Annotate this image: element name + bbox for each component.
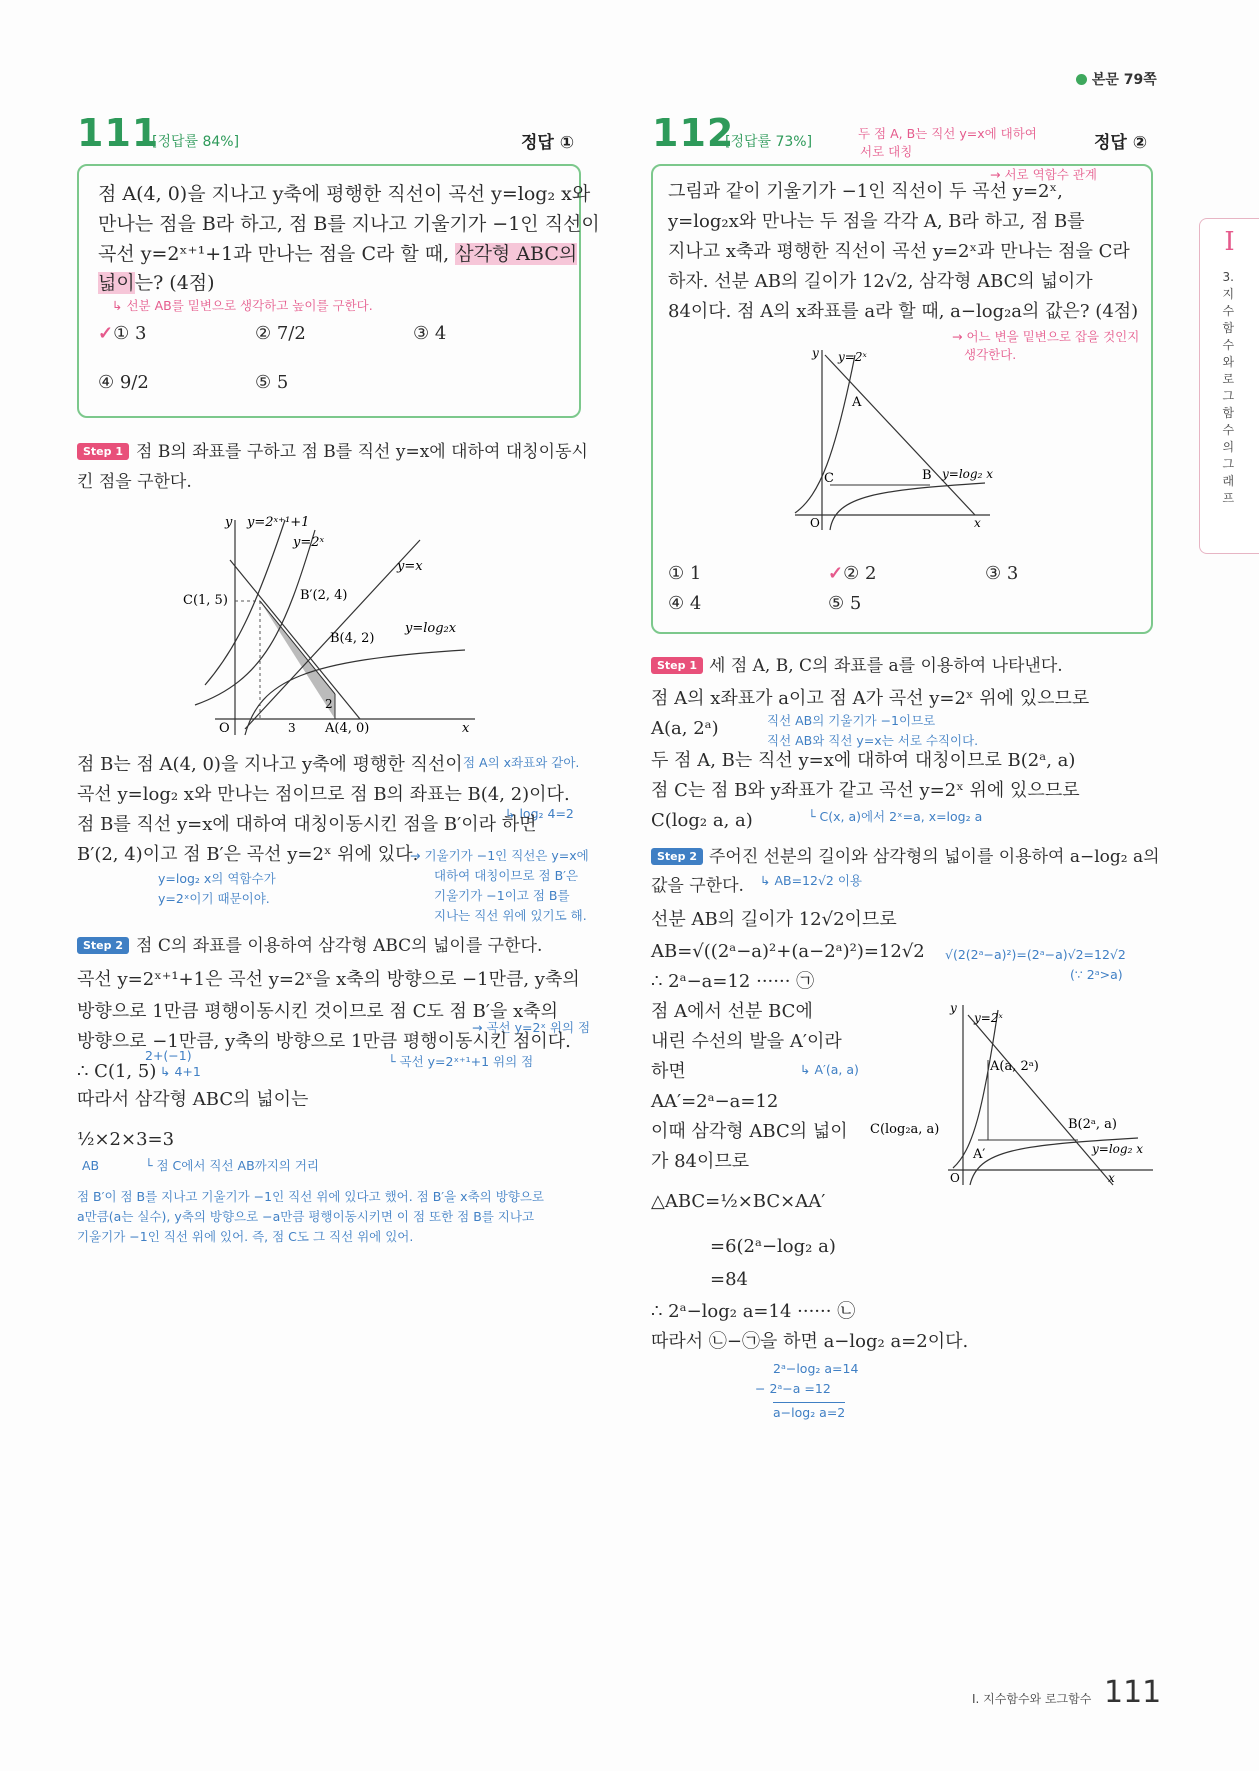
curve-2x [953, 1010, 998, 1168]
label-B: B(2ᵃ, a) [1068, 1117, 1117, 1132]
step1-title-111: 점 B의 좌표를 구하고 점 B를 직선 y=x에 대하여 대칭이동시 [136, 442, 588, 462]
s2-112-ann3: ↳ A′(a, a) [800, 1062, 859, 1077]
s2-112-line7: AA′=2ᵃ−a=12 [651, 1091, 779, 1112]
label-y-eq-x: y=x [397, 559, 423, 574]
label-y: y [812, 346, 819, 360]
correct-rate-111: [정답률 84%] [152, 134, 240, 150]
label-C: C(1, 5) [183, 593, 228, 608]
choice-111-4[interactable]: ④ 9/2 [98, 372, 149, 393]
label-2x: y=2ˣ [838, 350, 867, 364]
label-x: x [462, 721, 470, 736]
q-ann-112-2: 생각한다. [964, 347, 1017, 362]
s1-111-line2: 곡선 y=log₂ x와 만나는 점이므로 점 B의 좌표는 B(4, 2)이다. [77, 784, 570, 805]
chapter-roman: I [1224, 227, 1235, 257]
s2-111-ann3: 2+(−1) [145, 1048, 192, 1063]
s2-112-line14: 따라서 ㉡−㉠을 하면 a−log₂ a=2이다. [651, 1331, 969, 1352]
curve-2x [195, 530, 315, 705]
choice-112-5[interactable]: ⑤ 5 [828, 593, 862, 614]
s1-112-line3: 두 점 A, B는 직선 y=x에 대하여 대칭이므로 B(2ᵃ, a) [651, 750, 1076, 771]
q-ann-112-1: → 어느 변을 밑변으로 잡을 것인지 [952, 329, 1140, 344]
s1-112-line2: A(a, 2ᵃ) [651, 718, 719, 739]
s1-111-ann3: y=log₂ x의 역함수가 [158, 871, 276, 886]
s2-111-line5: 따라서 삼각형 ABC의 넓이는 [77, 1089, 309, 1110]
s2-111-line1: 곡선 y=2ˣ⁺¹+1은 곡선 y=2ˣ을 x축의 방향으로 −1만큼, y축의 [77, 969, 580, 990]
s2-112-line6: 하면 [651, 1061, 686, 1082]
graph-111 [175, 510, 485, 740]
label-Bprime: B′(2, 4) [300, 588, 348, 603]
s2-112-line3: ∴ 2ᵃ−a=12 ······ ㉠ [651, 971, 815, 992]
label-curve-2x: y=2ˣ [293, 535, 325, 550]
step1-title-112: 세 점 A, B, C의 좌표를 a를 이용하여 나타낸다. [709, 656, 1063, 676]
step2-ann-112: ↳ AB=12√2 이용 [760, 873, 862, 888]
choice-112-3[interactable]: ③ 3 [985, 563, 1019, 584]
choice-111-2[interactable]: ② 7/2 [255, 323, 306, 344]
label-O: O [810, 516, 820, 530]
s1-111-ann7: 기울기가 −1이고 점 B를 [434, 888, 570, 903]
top-ann-112-2: 서로 대칭 [860, 144, 913, 159]
label-x: x [1108, 1171, 1115, 1185]
label-C: C [824, 471, 834, 486]
question-112-line1: 그림과 같이 기울기가 −1인 직선이 두 곡선 y=2ˣ, [668, 181, 1063, 202]
s1-112-ann3: └ C(x, a)에서 2ˣ=a, x=log₂ a [808, 809, 983, 824]
label-A: A [852, 395, 862, 410]
s1-111-ann4: y=2ˣ이기 때문이야. [158, 891, 270, 906]
s2-112-line1: 선분 AB의 길이가 12√2이므로 [651, 909, 897, 930]
label-x: x [974, 516, 981, 530]
label-A: A(a, 2ᵃ) [990, 1059, 1039, 1074]
step2-badge-111: Step 2 [77, 937, 129, 954]
curve-log2x [830, 483, 985, 530]
s2-112-ann4: 2ᵃ−log₂ a=14 [773, 1361, 859, 1376]
choice-111-1[interactable]: ✓① 3 [98, 323, 147, 344]
s2-111-ann5: AB [82, 1158, 100, 1173]
step1-title-111-2: 킨 점을 구한다. [77, 472, 192, 492]
step1-badge-112: Step 1 [651, 657, 703, 674]
label-2: 2 [325, 697, 333, 711]
question-111-hint: ↳ 선분 AB를 밑변으로 생각하고 높이를 구한다. [112, 298, 373, 313]
label-curve-2x-plus1: y=2ˣ⁺¹+1 [247, 515, 310, 530]
label-C: C(log₂a, a) [870, 1122, 940, 1137]
green-dot-icon [1076, 74, 1087, 85]
s2-111-ann2: └ 곡선 y=2ˣ⁺¹+1 위의 점 [388, 1054, 534, 1069]
step2-title-111: 점 C의 좌표를 이용하여 삼각형 ABC의 넓이를 구한다. [136, 936, 543, 956]
problem-number-111: 111 [77, 111, 160, 155]
s1-112-ann1: 직선 AB의 기울기가 −1이므로 [767, 713, 936, 728]
label-O: O [950, 1171, 960, 1185]
correct-rate-112: [정답률 73%] [725, 134, 813, 150]
question-112-line2: y=log₂x와 만나는 두 점을 각각 A, B라 하고, 점 B를 [668, 211, 1085, 232]
graph-112 [790, 345, 1000, 535]
s2-112-line10: △ABC=½×BC×AA′ [651, 1191, 826, 1212]
step2-title-112: 주어진 선분의 길이와 삼각형의 넓이를 이용하여 a−log₂ a의 [709, 847, 1160, 867]
label-y: y [225, 515, 233, 530]
s2-111-line3: 방향으로 −1만큼, y축의 방향으로 1만큼 평행이동시킨 점이다. [77, 1031, 571, 1052]
check-mark-icon: ✓ [828, 563, 844, 584]
s1-111-line3: 점 B를 직선 y=x에 대하여 대칭이동시킨 점을 B′이라 하면 [77, 814, 537, 835]
footer-chapter: Ⅰ. 지수함수와 로그함수 [972, 1692, 1092, 1706]
highlight-area: 넓이 [98, 272, 135, 294]
answer-111: 정답 ① [521, 133, 575, 153]
s2-112-line4: 점 A에서 선분 BC에 [651, 1001, 813, 1022]
curve-2x [795, 355, 855, 513]
label-y: y [950, 1001, 957, 1015]
s2-111-ann4: ↳ 4+1 [160, 1064, 201, 1079]
question-112-line3: 지나고 x축과 평행한 직선이 곡선 y=2ˣ과 만나는 점을 C라 [668, 241, 1130, 262]
s1-111-line1: 점 B는 점 A(4, 0)을 지나고 y축에 평행한 직선이 [77, 754, 463, 775]
question-111-line3: 곡선 y=2ˣ⁺¹+1과 만나는 점을 C라 할 때, 삼각형 ABC의 [98, 243, 578, 265]
s1-112-line1: 점 A의 x좌표가 a이고 점 A가 곡선 y=2ˣ 위에 있으므로 [651, 688, 1090, 709]
check-mark-icon: ✓ [98, 323, 114, 344]
label-Aprime: A′ [973, 1147, 986, 1162]
s2-112-ann6: a−log₂ a=2 [773, 1402, 845, 1421]
choice-111-3[interactable]: ③ 4 [413, 323, 447, 344]
s1-111-ann8: 지나는 직선 위에 있기도 해. [434, 908, 587, 923]
note-111-line3: 기울기가 −1인 직선 위에 있어. 즉, 점 C도 그 직선 위에 있어. [77, 1229, 414, 1244]
s1-111-ann1: 점 A의 x좌표와 같아. [463, 755, 580, 770]
question-111-line4: 넓이는? (4점) [98, 272, 215, 294]
top-ann-112-3: → 서로 역함수 관계 [990, 167, 1097, 182]
s1-112-line4: 점 C는 점 B와 y좌표가 같고 곡선 y=2ˣ 위에 있으므로 [651, 780, 1080, 801]
step1-badge-111: Step 1 [77, 443, 129, 460]
problem-number-112: 112 [652, 111, 735, 155]
choice-112-1[interactable]: ① 1 [668, 563, 702, 584]
choice-111-5[interactable]: ⑤ 5 [255, 372, 289, 393]
label-B: B [922, 468, 932, 483]
s2-111-ann1: → 곡선 y=2ˣ 위의 점 [472, 1020, 591, 1035]
chapter-title-vertical: 3.지수함수와로그함수의그래프 [1222, 270, 1235, 505]
label-log: y=log₂x [405, 621, 457, 636]
label-2x: y=2ˣ [974, 1011, 1003, 1025]
s1-111-line4: B′(2, 4)이고 점 B′은 곡선 y=2ˣ 위에 있다. [77, 844, 419, 865]
top-ann-112-1: 두 점 A, B는 직선 y=x에 대하여 [858, 126, 1037, 141]
page-ref: 본문 79쪽 [1076, 69, 1157, 89]
page-number: 111 [1104, 1675, 1162, 1710]
s2-111-ann6: └ 점 C에서 직선 AB까지의 거리 [145, 1158, 319, 1173]
s2-111-line6: ½×2×3=3 [77, 1129, 175, 1150]
label-O: O [219, 721, 230, 736]
s2-112-ann1: √(2(2ᵃ−a)²)=(2ᵃ−a)√2=12√2 [945, 947, 1126, 962]
s2-112-ann5: − 2ᵃ−a =12 [755, 1381, 831, 1396]
s1-111-ann6: 대하여 대칭이므로 점 B′은 [434, 868, 579, 883]
graph-112-solution [868, 1000, 1158, 1190]
highlight-triangle: 삼각형 ABC의 [455, 243, 578, 265]
s2-111-line4: ∴ C(1, 5) [77, 1061, 157, 1082]
question-112-line5: 84이다. 점 A의 x좌표를 a라 할 때, a−log₂a의 값은? (4점) [668, 301, 1139, 322]
s2-112-line5: 내린 수선의 발을 A′이라 [651, 1031, 842, 1052]
s2-112-ann2: (∵ 2ᵃ>a) [1070, 967, 1123, 982]
step2-badge-112: Step 2 [651, 848, 703, 865]
s1-112-ann2: 직선 AB와 직선 y=x는 서로 수직이다. [767, 733, 979, 748]
label-log: y=log₂ x [942, 467, 993, 481]
label-log: y=log₂ x [1092, 1142, 1143, 1156]
label-B: B(4, 2) [330, 631, 375, 646]
question-111-line2: 만나는 점을 B라 하고, 점 B를 지나고 기울기가 −1인 직선이 [98, 213, 600, 235]
s2-112-line13: ∴ 2ᵃ−log₂ a=14 ······ ㉡ [651, 1301, 856, 1322]
s1-112-line5: C(log₂ a, a) [651, 810, 753, 831]
s2-111-line2: 방향으로 1만큼 평행이동시킨 것이므로 점 C도 점 B′을 x축의 [77, 1001, 558, 1022]
chapter-side-tab[interactable] [1199, 218, 1259, 554]
s2-112-line12: =84 [710, 1269, 748, 1290]
question-111-line1: 점 A(4, 0)을 지나고 y축에 평행한 직선이 곡선 y=log₂ x와 [98, 183, 591, 205]
s2-112-line2: AB=√((2ᵃ−a)²+(a−2ᵃ)²)=12√2 [651, 941, 925, 962]
label-A: A(4, 0) [325, 721, 370, 736]
answer-112: 정답 ② [1094, 133, 1148, 153]
note-111-line2: a만큼(a는 실수), y축의 방향으로 −a만큼 평행이동시키면 이 점 또한 점 B를 지나고 [77, 1209, 535, 1224]
s1-111-ann2: ↳ log₂ 4=2 [505, 806, 574, 821]
s2-112-line11: =6(2ᵃ−log₂ a) [710, 1236, 836, 1257]
step2-title-112-2: 값을 구한다. [651, 876, 744, 896]
line-c-to-b [260, 601, 335, 694]
label-3: 3 [288, 721, 296, 735]
note-111-line1: 점 B′이 점 B를 지나고 기울기가 −1인 직선 위에 있다고 했어. 점 B′을 x축의 방향으로 [77, 1189, 545, 1204]
question-112-line4: 하자. 선분 AB의 길이가 12√2, 삼각형 ABC의 넓이가 [668, 271, 1093, 292]
s1-111-ann5: → 기울기가 −1인 직선은 y=x에 [410, 848, 589, 863]
s2-112-line9: 가 84이므로 [651, 1151, 750, 1172]
choice-112-2[interactable]: ✓② 2 [828, 563, 877, 584]
s2-112-line8: 이때 삼각형 ABC의 넓이 [651, 1121, 848, 1142]
choice-112-4[interactable]: ④ 4 [668, 593, 702, 614]
